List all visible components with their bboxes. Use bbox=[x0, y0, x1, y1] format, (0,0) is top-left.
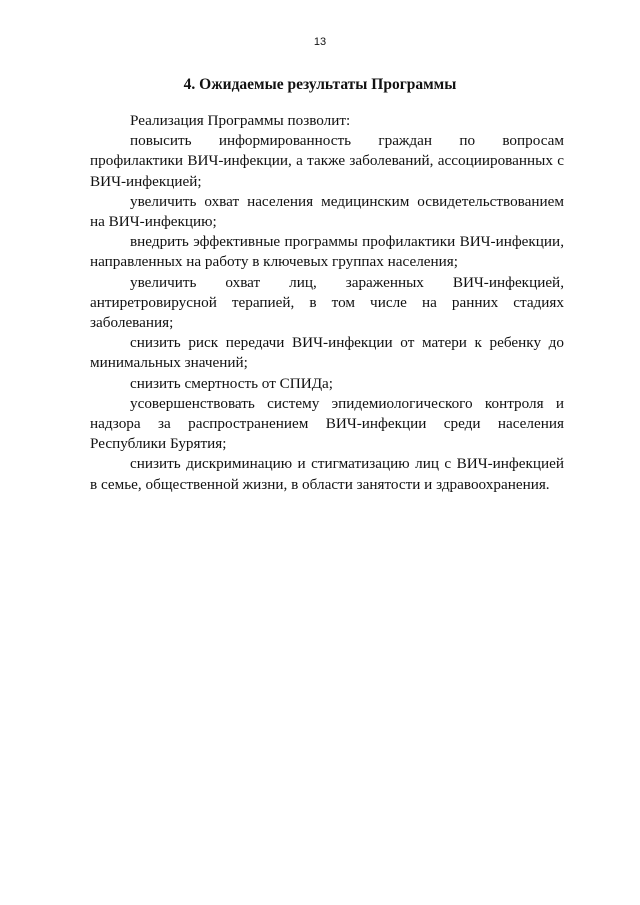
list-item: увеличить охват лиц, зараженных ВИЧ-инфекцией, антиретровирусной терапией, в том числе на ранних стадиях заболевания; bbox=[90, 273, 564, 332]
list-item: усовершенствовать систему эпидемиологического контроля и надзора за распространением ВИЧ-инфекции среди населения Республики Бурятия; bbox=[90, 394, 564, 453]
intro-paragraph: Реализация Программы позволит: bbox=[130, 112, 351, 129]
list-item: снизить смертность от СПИДа; bbox=[130, 374, 334, 392]
page-number: 13 bbox=[313, 36, 327, 48]
list-item: увеличить охват населения медицинским освидетельствованием на ВИЧ-инфекцию; bbox=[90, 192, 564, 231]
list-item: внедрить эффективные программы профилактики ВИЧ-инфекции, направленных на работу в ключевых группах населения; bbox=[90, 233, 564, 271]
section-body bbox=[90, 111, 564, 495]
section-title: 4. Ожидаемые результаты Программы bbox=[183, 76, 457, 93]
list-item: повысить информированность граждан по вопросам профилактики ВИЧ-инфекции, а также заболеваний, ассоциированных с ВИЧ-инфекцией; bbox=[90, 132, 564, 190]
list-item: снизить дискриминацию и стигматизацию лиц с ВИЧ-инфекцией в семье, общественной жизни, в области занятости и здравоохранения. bbox=[90, 455, 564, 493]
list-item: снизить риск передачи ВИЧ-инфекции от матери к ребенку до минимальных значений; bbox=[90, 334, 564, 372]
